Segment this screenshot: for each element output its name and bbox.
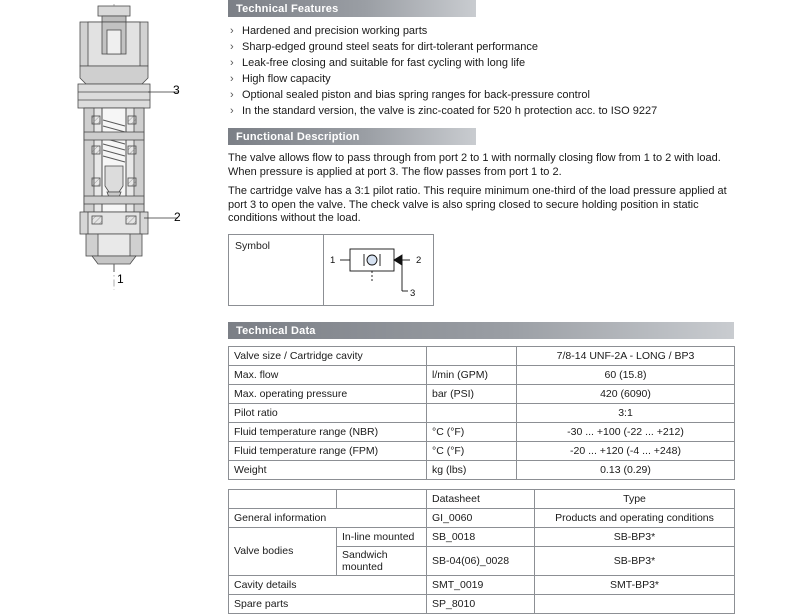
cell-name: Weight — [229, 460, 427, 479]
feature-text: Leak-free closing and suitable for fast cycling with long life — [242, 57, 526, 69]
cell-type: SMT-BP3* — [535, 575, 735, 594]
table-row — [229, 346, 735, 365]
header-cell-datasheet: Datasheet — [427, 489, 535, 508]
cell-value: 60 (15.8) — [517, 365, 735, 384]
symbol-label-cell — [228, 234, 324, 306]
list-item — [228, 104, 794, 118]
section-title-technical-features: Technical Features — [236, 3, 339, 15]
cell-datasheet: SB_0018 — [427, 527, 535, 546]
callout-port-2: 2 — [174, 210, 181, 224]
table-row — [229, 441, 735, 460]
technical-data-table — [228, 346, 735, 480]
table-row — [229, 594, 735, 613]
list-item — [228, 72, 794, 86]
list-item — [228, 40, 794, 54]
header-cell-blank-2 — [337, 489, 427, 508]
symbol-diagram-cell — [324, 234, 434, 306]
cell-value: -20 ... +120 (-4 ... +248) — [517, 441, 735, 460]
list-item — [228, 24, 794, 38]
cell-datasheet: GI_0060 — [427, 508, 535, 527]
cell-name: Valve size / Cartridge cavity — [229, 346, 427, 365]
cell-unit: °C (°F) — [427, 422, 517, 441]
section-title-technical-data: Technical Data — [236, 324, 316, 337]
cell-unit: bar (PSI) — [427, 384, 517, 403]
symbol-panel — [228, 234, 434, 308]
feature-text: Hardened and precision working parts — [242, 25, 428, 37]
cell-datasheet: SP_8010 — [427, 594, 535, 613]
functional-description-paragraph-2: The cartridge valve has a 3:1 pilot ratio. This require minimum one-third of the load pressure applied at port 3 to open the valve. The check valve is also spring closed to secure holding position in static conditions without the load. — [228, 185, 727, 224]
cell-unit — [427, 346, 517, 365]
table-header-row — [229, 489, 735, 508]
hydraulic-symbol-icon — [324, 235, 432, 305]
table-row — [229, 527, 735, 546]
cell-value: 420 (6090) — [517, 384, 735, 403]
symbol-port-1-label: 1 — [330, 254, 336, 266]
cell-value: -30 ... +100 (-22 ... +212) — [517, 422, 735, 441]
documents-table — [228, 489, 735, 614]
cell-category: Valve bodies — [229, 527, 337, 575]
section-header-technical-data — [228, 322, 734, 339]
table-row — [229, 460, 735, 479]
cell-datasheet: SMT_0019 — [427, 575, 535, 594]
cell-type — [535, 594, 735, 613]
cell-value: 0.13 (0.29) — [517, 460, 735, 479]
feature-text: Sharp-edged ground steel seats for dirt-tolerant performance — [242, 41, 538, 53]
section-header-technical-features — [228, 0, 476, 17]
cartridge-valve-drawing — [6, 0, 222, 300]
cell-type: SB-BP3* — [535, 546, 735, 575]
callout-port-3: 3 — [173, 83, 180, 97]
chevron-right-icon: › — [230, 105, 234, 117]
cell-name: Max. operating pressure — [229, 384, 427, 403]
table-row — [229, 422, 735, 441]
cell-datasheet: SB-04(06)_0028 — [427, 546, 535, 575]
functional-description-paragraph-1: The valve allows flow to pass through from port 2 to 1 with normally closing flow from 1 to 2 with load. When pressure is applied at port 3. The flow passes from port 1 to 2. — [228, 152, 721, 178]
cell-unit — [427, 403, 517, 422]
chevron-right-icon: › — [230, 41, 234, 53]
cell-type: SB-BP3* — [535, 527, 735, 546]
list-item — [228, 88, 794, 102]
cell-type: Products and operating conditions — [535, 508, 735, 527]
cell-unit: °C (°F) — [427, 441, 517, 460]
cell-unit: kg (lbs) — [427, 460, 517, 479]
cell-value: 3:1 — [517, 403, 735, 422]
header-cell-type: Type — [535, 489, 735, 508]
chevron-right-icon: › — [230, 89, 234, 101]
cell-category: Spare parts — [229, 594, 427, 613]
cell-value: 7/8-14 UNF-2A - LONG / BP3 — [517, 346, 735, 365]
symbol-label: Symbol — [235, 239, 271, 252]
feature-text: Optional sealed piston and bias spring ranges for back-pressure control — [242, 89, 590, 101]
section-title-functional-description: Functional Description — [236, 131, 360, 143]
valve-drawing-panel — [0, 0, 222, 600]
section-header-functional-description — [228, 128, 476, 145]
feature-text: High flow capacity — [242, 73, 331, 85]
chevron-right-icon: › — [230, 25, 234, 37]
cell-category: Cavity details — [229, 575, 427, 594]
cell-subcategory: In-line mounted — [337, 527, 427, 546]
cell-category: General information — [229, 508, 427, 527]
list-item — [228, 56, 794, 70]
cell-subcategory: Sandwich mounted — [337, 546, 427, 575]
table-row — [229, 365, 735, 384]
cell-name: Fluid temperature range (NBR) — [229, 422, 427, 441]
table-row — [229, 384, 735, 403]
feature-text: In the standard version, the valve is zinc-coated for 520 h protection acc. to ISO 9227 — [242, 105, 658, 117]
chevron-right-icon: › — [230, 73, 234, 85]
table-row — [229, 403, 735, 422]
table-row — [229, 508, 735, 527]
cell-name: Pilot ratio — [229, 403, 427, 422]
header-cell-blank-1 — [229, 489, 337, 508]
symbol-port-3-label: 3 — [410, 287, 416, 299]
content-column — [228, 0, 794, 614]
cell-name: Max. flow — [229, 365, 427, 384]
callout-port-1: 1 — [117, 272, 124, 286]
cell-name: Fluid temperature range (FPM) — [229, 441, 427, 460]
chevron-right-icon: › — [230, 57, 234, 69]
table-row — [229, 575, 735, 594]
cell-unit: l/min (GPM) — [427, 365, 517, 384]
symbol-port-2-label: 2 — [416, 254, 422, 266]
technical-features-list — [228, 24, 794, 118]
